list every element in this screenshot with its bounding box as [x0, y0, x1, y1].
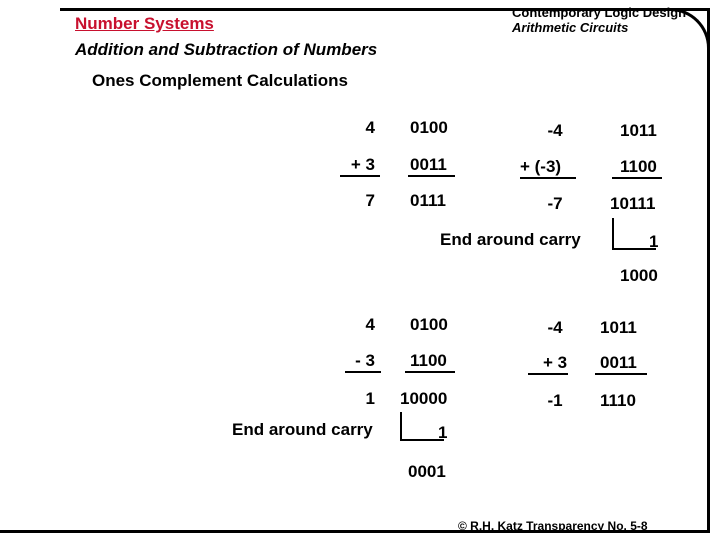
ex1-left-bin-underline	[408, 175, 455, 177]
ex2-carry-bit: 1	[438, 423, 448, 442]
ex2-left-sum-dec: 1	[365, 389, 375, 408]
ex2-right-a-bin: 1011	[600, 318, 637, 337]
slide-subtitle: Addition and Subtraction of Numbers	[75, 40, 378, 59]
ex1-left-b-dec: + 3	[350, 155, 375, 174]
ex2-left-b-bin: 1100	[410, 351, 447, 370]
ex1-right-sum-dec: -7	[547, 194, 563, 213]
frame-right-rule	[707, 8, 710, 533]
ex2-left-a-dec: 4	[365, 315, 375, 334]
ex1-right-b-dec: + (-3)	[520, 157, 562, 176]
ex2-right-sum-bin: 1110	[600, 391, 636, 410]
ex2-right-dec-underline	[528, 373, 568, 375]
ex1-right-b-bin: 1100	[620, 157, 657, 176]
ex2-left-sum-bin: 10000	[400, 389, 448, 408]
ex1-left-a-dec: 4	[365, 118, 375, 137]
ex1-carry-bit: 1	[649, 232, 659, 251]
ex1-end-around-label: End around carry	[440, 230, 581, 249]
footer-credit: © R.H. Katz Transparency No. 5-8	[458, 519, 648, 533]
chapter-name: Arithmetic Circuits	[512, 20, 629, 35]
ex2-right-bin-underline	[595, 373, 647, 375]
ex2-result: 0001	[408, 462, 446, 481]
ex1-right-a-dec: -4	[547, 121, 563, 140]
ex1-left-sum-bin: 0111	[410, 191, 446, 210]
ex1-result: 1000	[620, 266, 658, 285]
ex2-left-b-dec: - 3	[355, 351, 375, 370]
ex1-right-dec-underline	[520, 177, 576, 179]
ex1-right-a-bin: 1011	[620, 121, 657, 140]
ex1-right-bin-underline	[612, 177, 662, 179]
slide-title: Number Systems	[75, 14, 214, 33]
ex1-left-a-bin: 0100	[410, 118, 448, 137]
ex1-left-b-bin: 0011	[410, 155, 447, 174]
ex2-left-bin-underline	[405, 371, 455, 373]
ex2-end-around-label: End around carry	[232, 420, 373, 439]
ex2-right-a-dec: -4	[547, 318, 563, 337]
ex1-left-sum-dec: 7	[365, 191, 375, 210]
section-title: Ones Complement Calculations	[92, 71, 348, 90]
ex2-right-b-dec: + 3	[542, 353, 568, 372]
ex1-left-dec-underline	[340, 175, 380, 177]
ex2-left-dec-underline	[345, 371, 381, 373]
ex2-right-sum-dec: -1	[547, 391, 563, 410]
ex2-left-a-bin: 0100	[410, 315, 448, 334]
ex2-right-b-bin: 0011	[600, 353, 637, 372]
ex1-right-sum-bin: 10111	[610, 194, 656, 213]
course-name: Contemporary Logic Design	[512, 5, 687, 20]
